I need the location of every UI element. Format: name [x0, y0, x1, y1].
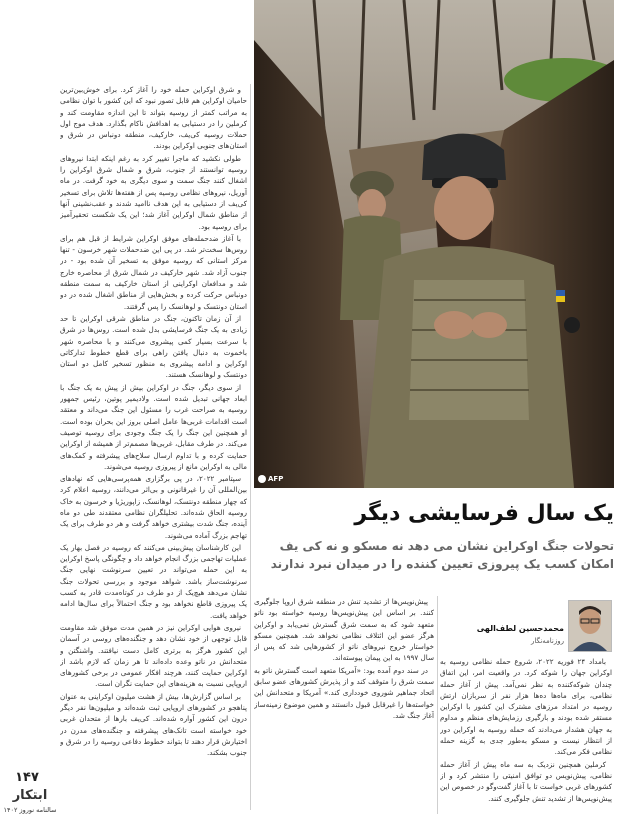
issue-date: سالنامه نوروز ۱۴۰۲	[3, 806, 57, 814]
paragraph: در سند دوم آمده بود: «آمریکا متعهد است گسترش ناتو به سمت شرق را متوقف کند و از پذیرش کشورهای عضو سابق اتحاد جماهیر شوروی خودداری کند.» آمریکا و متحدانش این خواسته‌ها را غیرقابل قبول دانستند و همین موضوع زمینه‌ساز آغاز جنگ شد.	[254, 665, 434, 720]
paragraph: با آغاز ضدحمله‌های موفق اوکراین شرایط از قبل هم برای روس‌ها سخت‌تر شد. در پی این ضدحملات شهر خرسون - تنها مرکز استانی که روسیه موفق به تسخیر آن شده بود - در جنوب آزاد شد. شهر خارکیف در شمال شرق از محاصره خارج شد و مدافعان اوکراینی از استان خارکیف به سمت منطقه دونباس حرکت کرده و بخش‌هایی از مناطق اشغال شده در دو استان دونتسک و لوهانسک را پس گرفتند.	[60, 233, 247, 311]
afp-logo-icon	[258, 475, 266, 483]
paragraph: بامداد ۲۴ فوریه ۲۰۲۲، شروع حمله نظامی روسیه به اوکراین جهان را شوکه کرد. در واقعیت امر، این اتفاق چندان شوکه‌کننده به نظر نمی‌آمد. پیش از آغاز حمله نظامی، برای ماه‌ها ده‌ها هزار نفر از سربازان ارتش روسیه در امتداد مرزهای مشترک این کشور با اوکراین مستقر شده بودند و بارگیری رزمایش‌های منظم و مداوم به جهان هشدار می‌دادند که حمله روسیه به اوکراین دور از انتظار نیست و مسکو به‌طور جدی به گزینه حمله نظامی فکر می‌کند.	[440, 657, 612, 757]
paragraph: سپتامبر ۲۰۲۲، در پی برگزاری همه‌پرسی‌هایی که نهادهای بین‌المللی آن را غیرقانونی و بی‌اثر می‌دانند، روسیه اعلام کرد که چهار منطقه دونتسک، لوهانسک، زاپوریژیا و خرسون به خاک روسیه الحاق شده‌اند. تحلیلگران نظامی معتقدند طی دو ماه آینده، جنگ شدت بیشتری خواهد گرفت و هر دو طرف برای یک تهاجم بزرگ آماده می‌شوند.	[60, 474, 247, 540]
body-column-middle	[254, 596, 434, 810]
paragraph: و شرق اوکراین حمله خود را آغاز کرد. برای خوش‌بین‌ترین حامیان اوکراین هم قابل تصور نبود که این کشور با توان نظامی به مراتب کمتر از روسیه بتواند تا این اندازه مقاومت کند و کرملین را در دستیابی به اهدافش ناکام بگذارد. هدف موج اول حملات روسیه کی‌یف، خارکیف، منطقه دونباس در شرق و استان‌های جنوبی اوکراین بودند.	[60, 85, 247, 151]
author-name: محمدحسین لطف‌الهی	[476, 624, 564, 633]
paragraph: این کارشناسان پیش‌بینی می‌کنند که روسیه در فصل بهار یک عملیات تهاجمی بزرگ انجام خواهد داد و چگونگی پاسخ اوکراین به این حمله می‌تواند در تعیین سرنوشت نهایی جنگ سرنوشت‌ساز باشد. شواهد موجود و بررسی تحولات جنگ نشان می‌دهد هیچ‌یک از دو طرف در کوتاه‌مدت قادر به کسب یک پیروزی قاطع نخواهد بود و جنگ احتمالاً برای سال‌ها ادامه خواهد یافت.	[60, 542, 247, 620]
author-role: روزنامه‌نگار	[530, 637, 564, 645]
author-box	[440, 600, 612, 650]
article-headline: یک سال فرسایشی دیگر	[354, 501, 614, 526]
column-divider	[250, 84, 251, 810]
paragraph: طولی نکشید که ماجرا تغییر کرد به رغم اینکه ابتدا نیروهای روسیه توانستند از جنوب، شرق و شمال شرق اوکراین را اشغال کنند جنگ سمت و سوی دیگری به خود گرفت. در ماه آوریل، نیروهای نظامی روسیه پس از هفته‌ها تلاش برای تسخیر کی‌یف از دستیابی به این هدف ناامید شدند و عقب‌نشینی آنها از مناطق شمال اوکراین آغاز شد؛ این یک شکست تحقیرآمیز برای روسیه بود.	[60, 153, 247, 231]
column-divider	[437, 596, 438, 814]
paragraph: نیروی هوایی اوکراین نیز در همین مدت موفق شد مقاومت قابل توجهی از خود نشان دهد و جنگنده‌های روسی در آسمان این کشور هرگز به برتری کامل دست نیافتند. واشنگتن و متحدانش در ناتو وعده داده‌اند تا هر زمان که لازم باشد از اوکراین حمایت کنند، هرچند افکار عمومی در برخی کشورهای اروپایی نسبت به هزینه‌های این حمایت نگران است.	[60, 622, 247, 689]
paragraph: از سوی دیگر، جنگ در اوکراین بیش از پیش به یک جنگ با ابعاد جهانی تبدیل شده است. ولادیمیر پوتین، رئیس جمهور روسیه به صراحت غرب را مسئول این جنگ می‌داند و معتقد است اقدامات غربی‌ها عامل اصلی بروز این بحران بوده است. او همچنین این جنگ را یک جنگ وجودی برای روسیه توصیف می‌کند. در طرف مقابل، غربی‌ها مصمم‌تر از همیشه از اوکراین حمایت کرده و با تداوم ارسال سلاح‌های پیشرفته و کمک‌های مالی به اوکراین مانع از پیروزی روسیه می‌شوند.	[60, 382, 247, 471]
paragraph: پیش‌نویس‌ها از تشدید تنش در منطقه شرق اروپا جلوگیری کنند. بر اساس این پیش‌نویس‌ها روسیه خواسته بود ناتو متعهد شود که به سمت شرق گسترش نمی‌یابد و اوکراین هرگز عضو این ائتلاف نظامی نخواهد شد. همچنین مسکو خواستار خروج نیروهای ناتو از کشورهایی شد که پس از سال ۱۹۹۷ به این پیمان پیوسته‌اند.	[254, 597, 434, 663]
paragraph: از آن زمان تاکنون، جنگ در مناطق شرقی اوکراین تا حد زیادی به یک جنگ فرسایشی بدل شده است. روس‌ها در شرق با سرعت بسیار کمی پیشروی می‌کنند و با محاصره شهر باخموت به دنبال یافتن راهی برای قطع خطوط تدارکاتی اوکراین و ادامه پیشروی به منظور تسخیر کامل دو استان دونتسک و لوهانسک هستند.	[60, 313, 247, 380]
photo-credit-label: AFP	[268, 475, 284, 483]
soldiers-trench-image	[254, 0, 614, 488]
author-avatar	[568, 600, 612, 652]
body-column-right	[440, 656, 612, 814]
photo-credit	[258, 475, 283, 483]
publication-logo: ابتکار	[12, 788, 48, 803]
body-column-left	[60, 84, 247, 806]
paragraph: بر اساس گزارش‌ها، بیش از هشت میلیون اوکراینی به عنوان پناهجو در کشورهای اروپایی ثبت شده‌اند و میلیون‌ها نفر دیگر درون این کشور آواره شده‌اند. کی‌یف بارها از متحدان غربی خود خواسته است تانک‌های پیشرفته و جنگنده‌های مدرن در اختیارش قرار دهند تا بتواند خطوط دفاعی روسیه را در شرق و جنوب بشکند.	[60, 691, 247, 758]
paragraph: کرملین همچنین نزدیک به سه ماه پیش از آغاز حمله نظامی، پیش‌نویس دو توافق امنیتی را منتشر کرد و از کشورهای غربی خواست تا با آغاز گفت‌وگو در خصوص این پیش‌نویس‌ها از تشدید تنش جلوگیری کنند.	[440, 759, 612, 803]
page-number: ۱۴۷	[15, 770, 39, 785]
article-photo	[254, 0, 614, 488]
article-subtitle: تحولات جنگ اوکراین نشان می دهد نه مسکو و نه کی یف امکان کسب یک پیروزی تعیین کننده را در میدان نبرد ندارند	[270, 539, 614, 571]
